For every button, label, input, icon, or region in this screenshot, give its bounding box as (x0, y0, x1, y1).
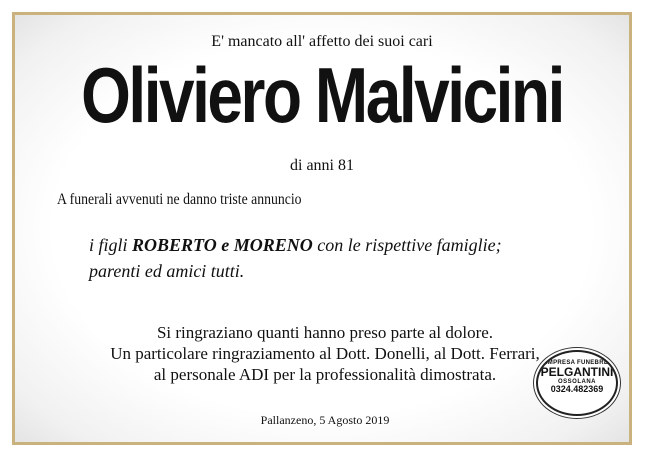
thanks-line-2: Un particolare ringraziamento al Dott. Donelli, al Dott. Ferrari, (110, 344, 540, 363)
family-line-2: parenti ed amici tutti. (89, 261, 245, 281)
age-text: di anni 81 (290, 157, 354, 174)
logo-line-2: PELGANTINI (540, 365, 614, 380)
logo-line-4: 0324.482369 (550, 384, 604, 395)
family-line-1 (89, 235, 502, 256)
children-names: ROBERTO e MORENO (132, 235, 313, 255)
announcement-text: A funerali avvenuti ne danno triste annuncio (57, 191, 302, 208)
intro-text: E' mancato all' affetto dei suoi cari (211, 33, 433, 50)
logo-line-3: OSSOLANA (557, 378, 596, 385)
place-date: Pallanzeno, 5 Agosto 2019 (260, 413, 390, 427)
logo-line-1: IMPRESA FUNEBRE (545, 360, 609, 366)
thanks-line-1: Si ringraziano quanti hanno preso parte al dolore. (156, 323, 494, 342)
thanks-line-3: al personale ADI per la professionalità dimostrata. (153, 365, 497, 384)
deceased-name: Oliviero Malvicini (81, 51, 563, 139)
family-suffix: con le rispettive famiglie; (312, 235, 502, 255)
family-prefix: i figli (89, 235, 133, 255)
funeral-home-logo (536, 350, 618, 416)
